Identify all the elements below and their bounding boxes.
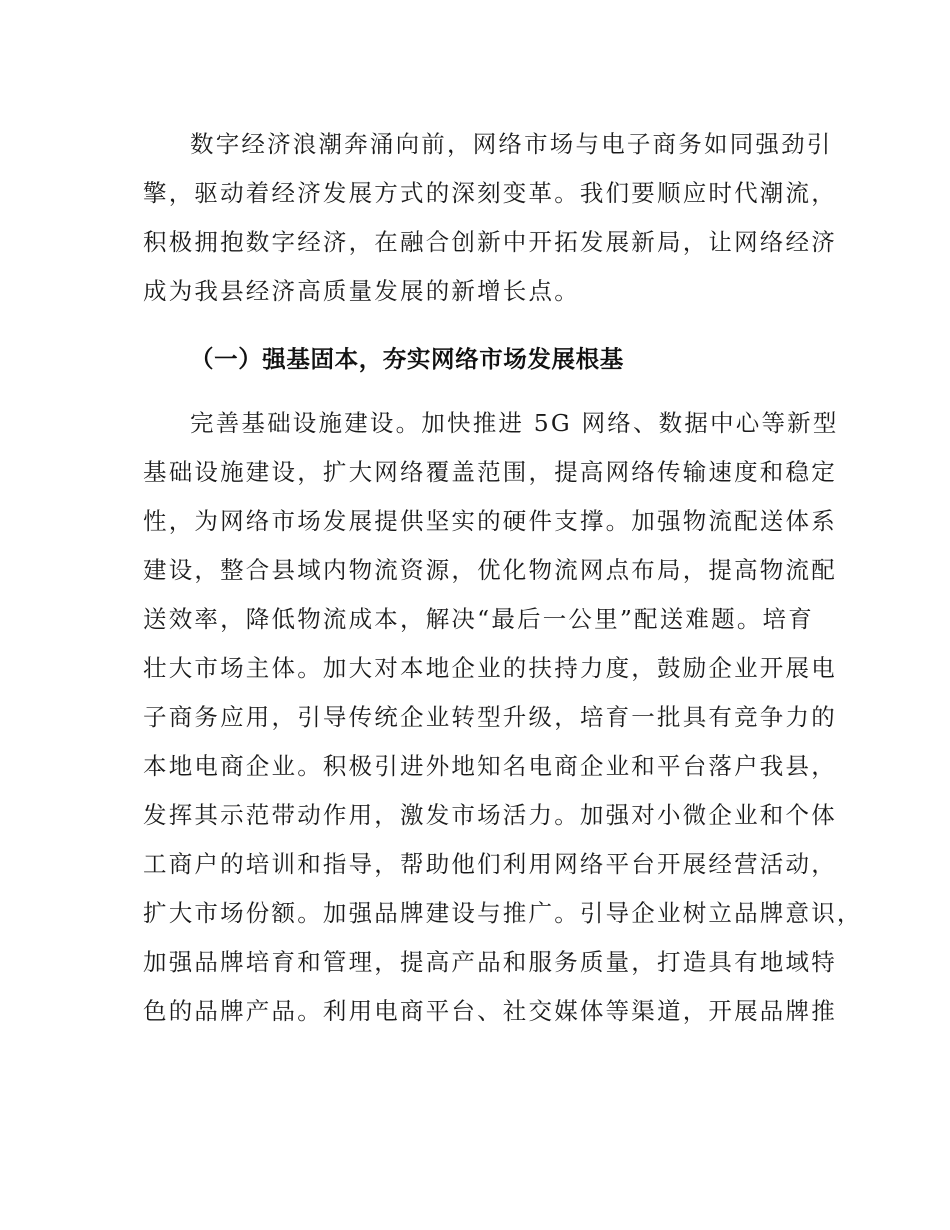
paragraph-line: 子商务应用，引导传统企业转型升级，培育一批具有竞争力的 xyxy=(143,703,837,731)
paragraph-line: 成为我县经济高质量发展的新增长点。 xyxy=(143,277,580,305)
paragraph-line: 本地电商企业。积极引进外地知名电商企业和平台落户我县， xyxy=(143,752,837,780)
paragraph-line: 积极拥抱数字经济，在融合创新中开拓发展新局，让网络经济 xyxy=(143,228,837,256)
paragraph-line: 数字经济浪潮奔涌向前，网络市场与电子商务如同强劲引 xyxy=(190,130,833,158)
paragraph-line: 工商户的培训和指导，帮助他们利用网络平台开展经营活动， xyxy=(143,850,837,878)
paragraph-line: 色的品牌产品。利用电商平台、社交媒体等渠道，开展品牌推 xyxy=(143,997,837,1025)
paragraph-line: 送效率，降低物流成本，解决“最后一公里”配送难题。培育 xyxy=(143,605,814,633)
paragraph-line: 发挥其示范带动作用，激发市场活力。加强对小微企业和个体 xyxy=(143,801,837,829)
paragraph-line: 擎，驱动着经济发展方式的深刻变革。我们要顺应时代潮流， xyxy=(143,179,837,207)
paragraph-line: 加强品牌培育和管理，提高产品和服务质量，打造具有地域特 xyxy=(143,948,837,976)
paragraph-line: 扩大市场份额。加强品牌建设与推广。引导企业树立品牌意识， xyxy=(143,899,863,927)
paragraph-line: 性，为网络市场发展提供坚实的硬件支撑。加强物流配送体系 xyxy=(143,507,837,535)
paragraph-line: 完善基础设施建设。加快推进 5G 网络、数据中心等新型 xyxy=(190,409,839,437)
paragraph-line: 建设，整合县域内物流资源，优化物流网点布局，提高物流配 xyxy=(143,556,837,584)
section-heading: （一）强基固本，夯实网络市场发展根基 xyxy=(190,345,624,373)
paragraph-line: 基础设施建设，扩大网络覆盖范围，提高网络传输速度和稳定 xyxy=(143,458,837,486)
paragraph-line: 壮大市场主体。加大对本地企业的扶持力度，鼓励企业开展电 xyxy=(143,654,837,682)
